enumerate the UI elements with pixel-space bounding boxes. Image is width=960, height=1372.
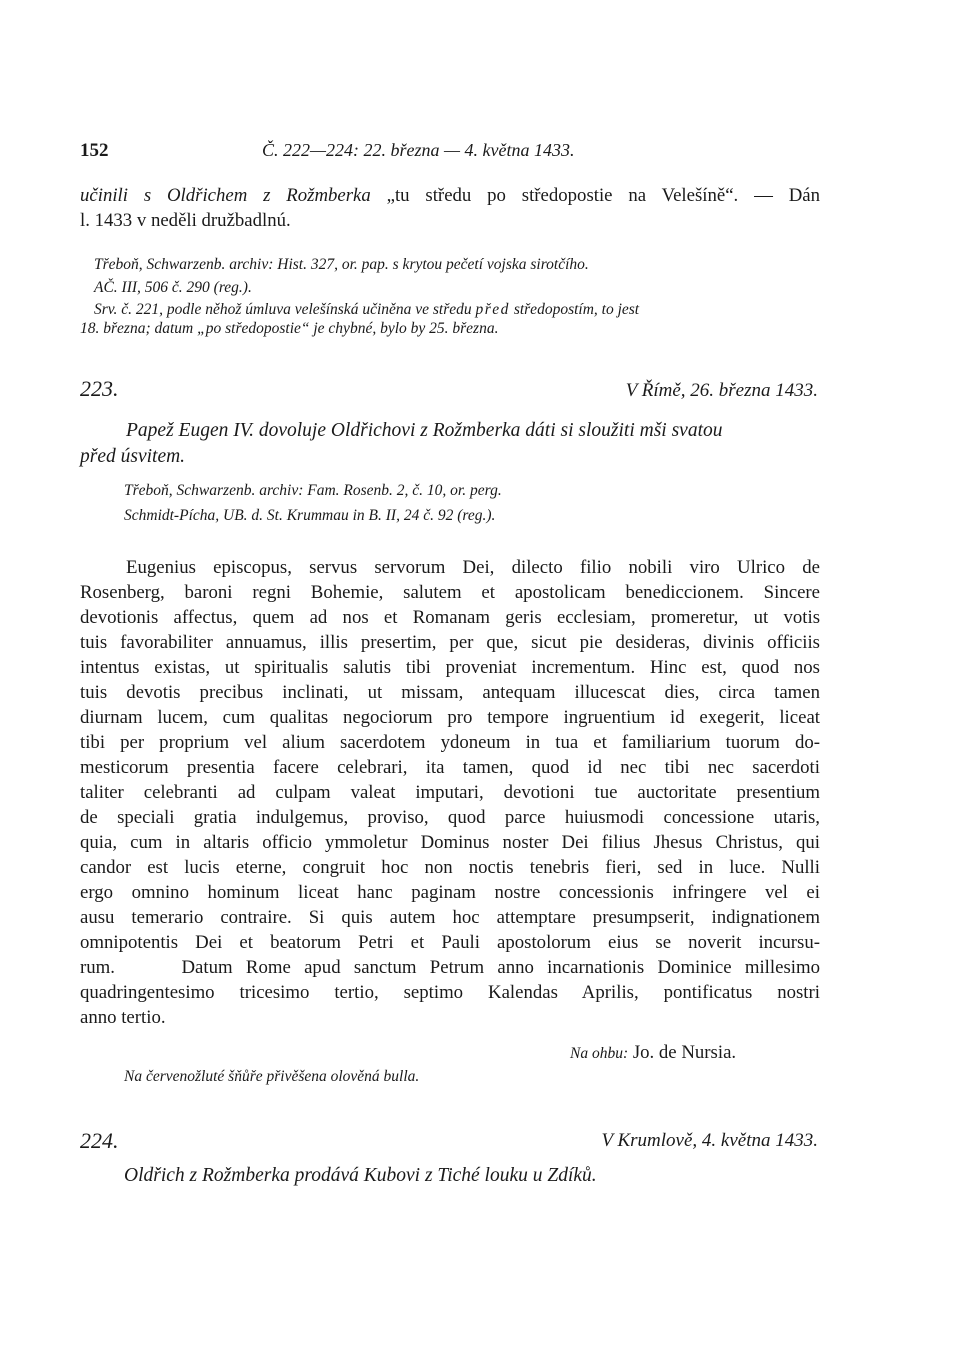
text-line: de speciali gratia indulgemus, proviso, quod parce huiusmodi concessione utaris, xyxy=(80,807,820,828)
entry-224-regest: Oldřich z Rožmberka prodává Kubovi z Tiché louku u Zdíků. xyxy=(124,1165,597,1186)
seal-note: Na červenožluté šňůře přivěšena olověná bulla. xyxy=(124,1068,420,1085)
text-line: diurnam lucem, cum qualitas negociorum pro tempore ingruentium id exegerit, liceat xyxy=(80,707,820,728)
entry-224-number: 224. xyxy=(80,1128,119,1153)
text-line: tuis favorabiliter annuamus, illis presertim, per que, sicut pie desideras, divinis officiis xyxy=(80,632,820,653)
entry-223-regest xyxy=(80,418,820,470)
comment-note-cont: 18. března; datum „po středopostie“ je chybné, bylo by 25. března. xyxy=(80,320,499,337)
entry-224-place-date: V Krumlově, 4. května 1433. xyxy=(601,1130,818,1151)
regest-line: Papež Eugen IV. dovoluje Oldřichovi z Rožmberka dáti si sloužiti mši svatou xyxy=(126,420,723,441)
edition-note: AČ. III, 506 č. 290 (reg.). xyxy=(94,278,252,296)
prev-entry-text xyxy=(80,183,820,233)
text-line: devotionis affectus, quem ad nos et Romanam geris ecclesiam, promeretur, ut votis xyxy=(80,607,820,628)
entry-223-source-edition: Schmidt-Pícha, UB. d. St. Krummau in B. II, 24 č. 92 (reg.). xyxy=(124,507,496,524)
entry-223-source-archive: Třeboň, Schwarzenb. archiv: Fam. Rosenb. 2, č. 10, or. perg. xyxy=(124,482,502,499)
text-line: ergo omnino hominum liceat hanc paginam nostre concessionis infringere vel ei xyxy=(80,882,820,903)
text-line: intentus existas, ut spiritualis salutis tibi proveniat incrementum. Hinc est, quod nos xyxy=(80,657,820,678)
text-line: Eugenius episcopus, servus servorum Dei, dilecto filio nobili viro Ulrico de xyxy=(126,557,820,578)
prev-entry-italic: učinili s Oldřichem z Rožmberka xyxy=(80,185,371,206)
text-line: omnipotentis Dei et beatorum Petri et Pauli apostolorum eius se noverit incursu- xyxy=(80,932,820,953)
prev-entry-line: l. 1433 v neděli družbadlnú. xyxy=(80,210,291,231)
text-line: ausu temerario contraire. Si quis autem hoc attemptare presumpserit, indignationem xyxy=(80,907,820,928)
running-title: Č. 222—224: 22. března — 4. května 1433. xyxy=(262,140,575,160)
entry-223-latin-text xyxy=(80,555,820,1033)
text-line: mesticorum presentia facere celebrari, ita tamen, quod id nec tibi nec sacerdoti xyxy=(80,757,820,778)
text-line: anno tertio. xyxy=(80,1007,166,1028)
regest-line: před úsvitem. xyxy=(80,446,186,467)
prev-entry-line xyxy=(80,183,820,208)
fold-text: Jo. de Nursia. xyxy=(632,1042,737,1063)
archive-note: Třeboň, Schwarzenb. archiv: Hist. 327, or. pap. s krytou pečetí vojska sirotčího. xyxy=(94,256,589,273)
entry-223-number: 223. xyxy=(80,376,119,401)
fold-note xyxy=(570,1042,736,1064)
text-line: candor est lucis eterne, congruit hoc non noctis tenebris fieri, sed in luce. Nulli xyxy=(80,857,820,878)
entry-223-place-date: V Římě, 26. března 1433. xyxy=(625,380,818,401)
fold-label: Na ohbu: xyxy=(570,1045,629,1062)
text-line: rum. Datum Rome apud sanctum Petrum anno incarnationis Dominice millesimo xyxy=(80,957,820,978)
text-line: Rosenberg, baroni regni Bohemie, salutem et apostolicam benediccionem. Sincere xyxy=(80,582,820,603)
comment-note: Srv. č. 221, podle něhož úmluva velešínská učiněna ve středu před středopostím, to jest xyxy=(94,301,640,318)
prev-entry-notes xyxy=(94,254,824,322)
text-line: quadringentesimo tricesimo tertio, septimo Kalendas Aprilis, pontificatus nostri xyxy=(80,982,820,1003)
page-number: 152 xyxy=(80,140,109,161)
text-line: taliter celebranti ad culpam valeat imputari, devotioni tue auctoritate presentium xyxy=(80,782,820,803)
text-line: quia, cum in altaris officio ymmoletur Dominus noster Dei filius Jhesus Christus, qui xyxy=(80,832,820,853)
prev-entry-roman: „tu středu po středopostie na Velešíně“. — Dán xyxy=(386,185,820,206)
text-line: tibi per proprium vel alium sacerdotem ydoneum in tua et familiarium tuorum do- xyxy=(80,732,820,753)
text-line: tuis devotis precibus inclinati, ut missam, antequam illucescat dies, circa tamen xyxy=(80,682,820,703)
